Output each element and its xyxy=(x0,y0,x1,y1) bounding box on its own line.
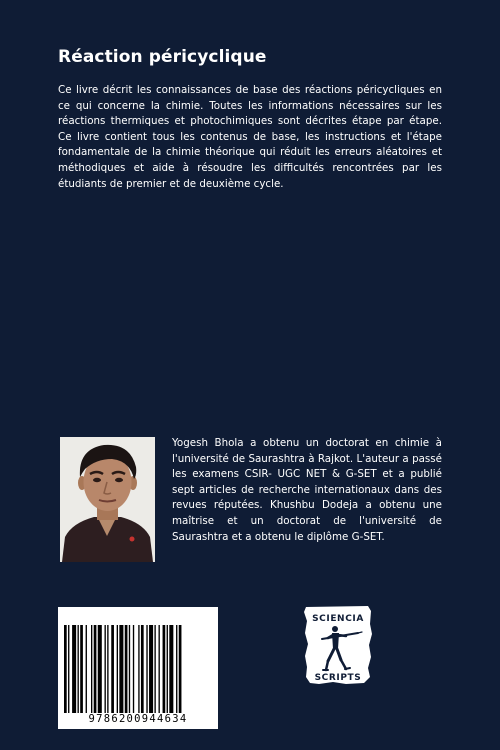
isbn-number: 9786200944634 xyxy=(88,713,188,725)
barcode-bars xyxy=(58,607,218,729)
book-description: Ce livre décrit les connaissances de base des réactions péricycliques en ce qui concerne la chimie. Toutes les informations nécessaires sur les réactions thermiques et photochimiques sont décrites étape par étape. Ce livre contient tous les contenus de base, les instructions et l'étape fondamentale de la chimie théorique qui réduit les erreurs aléatoires et méthodiques et aide à résoudre les difficultés rencontrées par les étudiants de premier et de deuxième cycle. xyxy=(58,84,442,190)
book-title: Réaction péricyclique xyxy=(58,47,267,67)
publisher-name-bottom: SCRIPTS xyxy=(314,673,362,683)
sciencia-scripts-logo-icon xyxy=(302,604,374,688)
author-bio: Yogesh Bhola a obtenu un doctorat en chimie à l'université de Saurashtra à Rajkot. L'auteur a passé les examens CSIR- UGC NET & G-SET et a publié sept articles de recherche internationaux dans des revues réputées. Khushbu Dodeja a obtenu une maîtrise et un doctorat de l'université de Saurashtra et a obtenu le diplôme G-SET. xyxy=(172,437,442,543)
author-photo xyxy=(60,437,155,562)
isbn-barcode xyxy=(58,607,218,729)
author-portrait-image xyxy=(60,437,155,562)
publisher-name-top: SCIENCIA xyxy=(312,614,364,624)
publisher-logo xyxy=(302,604,374,688)
